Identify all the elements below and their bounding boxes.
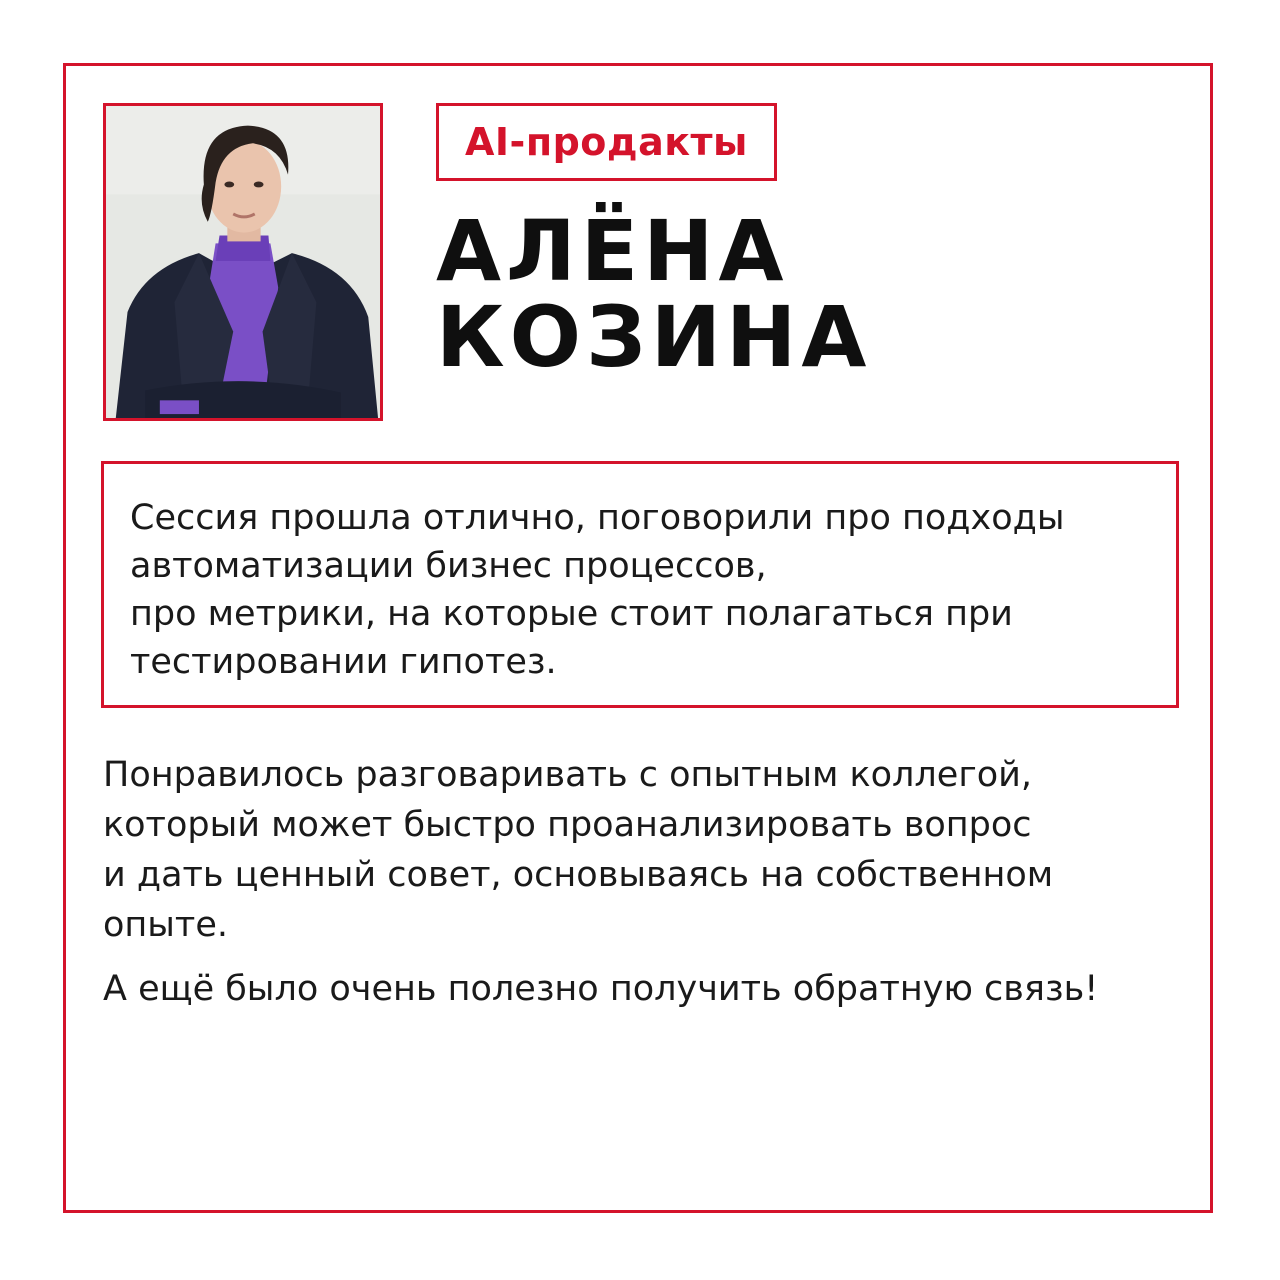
paragraph-line: опыте. <box>103 905 228 945</box>
last-name: КОЗИНА <box>436 288 872 386</box>
quote-line: про метрики, на которые стоит полагаться при <box>130 594 1013 634</box>
quote-line: автоматизации бизнес процессов, <box>130 546 767 586</box>
quote-box <box>101 461 1179 708</box>
quote-text <box>130 494 1150 686</box>
portrait-photo <box>103 103 383 421</box>
paragraph-line: и дать ценный совет, основываясь на собственном <box>103 855 1054 895</box>
paragraph-line: Понравилось разговаривать с опытным коллегой, <box>103 755 1033 795</box>
review-paragraph-2 <box>103 964 1193 1014</box>
paragraph-line: А ещё было очень полезно получить обратную связь! <box>103 969 1099 1009</box>
quote-line: Сессия прошла отлично, поговорили про подходы <box>130 498 1065 538</box>
person-name <box>436 202 872 386</box>
category-tag: AI-продакты <box>436 103 777 181</box>
portrait-illustration <box>106 106 380 418</box>
first-name: АЛЁНА <box>436 202 789 300</box>
review-body <box>103 750 1193 1014</box>
paragraph-line: который может быстро проанализировать вопрос <box>103 805 1032 845</box>
review-paragraph-1 <box>103 750 1193 950</box>
quote-line: тестировании гипотез. <box>130 642 557 682</box>
